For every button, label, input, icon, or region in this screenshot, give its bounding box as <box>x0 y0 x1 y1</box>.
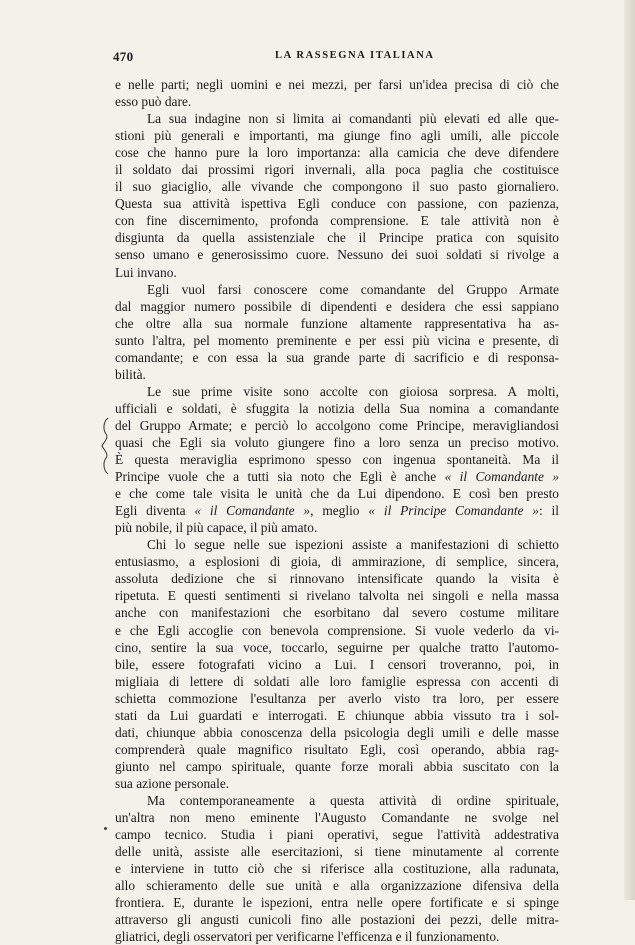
text-line: attraverso gli angusti cunicoli fino alle postazioni dei pezzi, delle mitra- <box>115 912 559 928</box>
text-line: campo tecnico. Studia i piani operativi, segue l'attività addestrativa <box>115 827 559 843</box>
italic-title: « il Principe Comandante » <box>368 503 540 519</box>
text-line: sua azione personale. <box>115 775 230 791</box>
text-segment: , meglio <box>310 503 369 519</box>
text-segment: Principe vuole che a tutti sia noto che Egli è anche <box>115 469 445 485</box>
text-line: migliaia di lettere di soldati alle loro famiglie espressa con accenti di <box>115 673 559 689</box>
margin-bracket-mark <box>100 416 110 476</box>
text-line: bile, essere fotografati vicino a Lui. I censori troveranno, poi, in <box>115 656 559 672</box>
text-line: e interviene in tutto ciò che si riferisce alla costituzione, alla radunata, <box>115 861 559 877</box>
text-line: Le sue prime visite sono accolte con gioiosa sorpresa. A molti, <box>147 383 559 399</box>
text-line: Ma contemporaneamente a questa attività di ordine spirituale, <box>147 792 559 808</box>
text-line: ufficiali e soldati, è sfuggita la notizia della Sua nomina a comandante <box>115 400 559 416</box>
text-line: un'altra non meno eminente l'Augusto Comandante ne svolge nel <box>115 810 559 826</box>
text-line: delle unità, assiste alle esercitazioni, si tiene minutamente al corrente <box>115 844 559 860</box>
article-body <box>115 76 559 945</box>
text-segment: : il <box>539 503 559 519</box>
italic-title: « il Comandante » <box>194 503 311 519</box>
text-line: e che come tale visita le unità che da Lui dipendono. E così ben presto <box>115 486 559 502</box>
text-line: il soldato dai prossimi rigori invernali, alla poca paglia che costituisce <box>115 162 559 178</box>
margin-dot-mark <box>104 827 107 830</box>
text-line: cino, sentire la sua voce, toccarlo, seguirne per qualche tratto l'automo- <box>115 639 559 655</box>
text-line: sunto l'altra, pel momento preminente e per essi più vicina e presente, di <box>115 332 559 348</box>
text-line: Questa sua attività ispettiva Egli conduce con passione, con pazienza, <box>115 196 559 212</box>
text-line: Chi lo segue nelle sue ispezioni assiste a manifestazioni di schietto <box>147 537 559 553</box>
text-line <box>115 468 559 485</box>
text-line: dal maggior numero possibile di dipendenti e desidera che essi sappiano <box>115 298 559 314</box>
text-line: comprenderà quale magnifico risultato Egli, così operando, abbia rag- <box>115 741 559 757</box>
text-line: La sua indagine non si limita ai comandanti più elevati ed alle que- <box>147 111 559 127</box>
text-line: disgiunta da quella assistenziale che il Principe pratica con squisito <box>115 230 559 246</box>
text-line <box>115 502 559 519</box>
text-segment: Egli diventa <box>115 503 195 519</box>
text-line: Lui invano. <box>115 264 177 280</box>
text-line: Egli vuol farsi conoscere come comandante del Gruppo Armate <box>147 281 559 297</box>
text-line: cose che hanno pure la loro importanza: alla camicia che deve difendere <box>115 145 559 161</box>
text-line: il suo giaciglio, alle vivande che compongono il suo pasto giornaliero. <box>115 179 559 195</box>
page-header <box>113 49 559 67</box>
text-line: entusiasmo, a esplosioni di gioia, di ammirazione, di semplice, sincera, <box>115 554 559 570</box>
text-line: ripetuta. E questi sentimenti si rivelano talvolta nei singoli e nella massa <box>115 588 559 604</box>
text-line: più nobile, il più capace, il più amato. <box>115 520 318 536</box>
text-line: È questa meraviglia esprimono spesso con ingenua spontaneità. Ma il <box>115 452 559 468</box>
text-line: bilità. <box>115 366 146 382</box>
text-line: comandante; e con essa la sua grande parte di sacrificio e di responsa- <box>115 349 559 365</box>
running-title: LA RASSEGNA ITALIANA <box>275 50 435 61</box>
text-line: con fine discernimento, profonda comprensione. E tale attività non è <box>115 213 559 229</box>
text-line: anche con manifestazioni che esorbitano dal severo costume militare <box>115 605 559 621</box>
text-line: giunto nel campo spirituale, quante forze morali abbia suscitato con la <box>115 758 559 774</box>
text-line: frontiera. E, durante le ispezioni, entra nelle opere fortificate e si spinge <box>115 895 559 911</box>
text-line: stati da Lui guardati e interrogati. E chiunque abbia vissuto tra i sol- <box>115 707 559 723</box>
italic-title: « il Comandante » <box>444 469 559 485</box>
text-line: e che Egli accoglie con benevola comprensione. Si vuole vederlo da vi- <box>115 622 559 638</box>
text-line: quasi che Egli sia voluto giungere fino a loro senza un preciso motivo. <box>115 434 559 450</box>
text-line: schietta commozione l'esultanza per averlo visto tra loro, per essere <box>115 690 559 706</box>
page-edge-shadow <box>624 0 635 900</box>
text-line: e nelle parti; negli uomini e nei mezzi, per farsi un'idea precisa di ciò che <box>115 77 559 92</box>
text-line: allo schieramento delle sue unità e alla organizzazione difensiva della <box>115 878 559 894</box>
page-number: 470 <box>113 49 134 64</box>
text-line: esso può dare. <box>115 94 192 110</box>
text-line: che oltre alla sua normale funzione altamente rappresentativa ha as- <box>115 315 559 331</box>
text-line: assoluta dedizione che si rinnovano intensificate quando la visita è <box>115 571 559 587</box>
text-line: gliatrici, degli osservatori per verificarne l'efficenza e il funzionamento. <box>115 929 500 945</box>
text-line: senso umano e generosissimo cuore. Nessuno dei suoi soldati si rivolge a <box>115 247 559 263</box>
text-line: dati, chiunque abbia conoscenza della psicologia degli umili e delle masse <box>115 724 559 740</box>
text-line: del Gruppo Armate; e perciò lo accolgono come Principe, meravigliandosi <box>115 417 559 433</box>
text-line: stioni più generali e importanti, ma giunge fino agli umili, alle piccole <box>115 128 559 144</box>
